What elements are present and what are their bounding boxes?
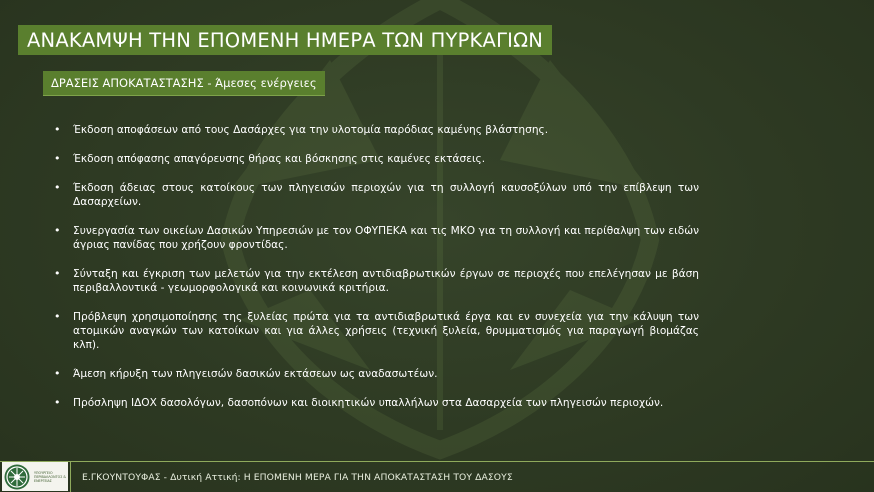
footer-caption: Ε.ΓΚΟΥΝΤΟΥΦΑΣ - Δυτική Αττική: Η ΕΠΟΜΕΝΗ ΜΕΡΑ ΓΙΑ ΤΗΝ ΑΠΟΚΑΤΑΣΤΑΣΗ ΤΟΥ ΔΑΣΟΥΣ bbox=[82, 472, 513, 483]
list-item bbox=[54, 396, 699, 410]
bullet-text: Συνεργασία των οικείων Δασικών Υπηρεσιών με τον ΟΦΥΠΕΚΑ και τις ΜΚΟ για τη συλλογή και περίθαλψη των ειδών άγριας πανίδας που χρήζουν φροντίδας. bbox=[73, 225, 699, 251]
list-item bbox=[54, 152, 699, 166]
bullet-icon: • bbox=[54, 152, 61, 165]
bullet-icon: • bbox=[54, 267, 61, 280]
bullet-icon: • bbox=[54, 224, 61, 237]
bullet-text: Άμεση κήρυξη των πληγεισών δασικών εκτάσεων ως αναδασωτέων. bbox=[73, 368, 438, 380]
bullet-icon: • bbox=[54, 123, 61, 136]
logo-caption: ΥΠΟΥΡΓΕΙΟ ΠΕΡΙΒΑΛΛΟΝΤΟΣ & ΕΝΕΡΓΕΙΑΣ bbox=[34, 470, 66, 483]
page-title: ΑΝΑΚΑΜΨΗ ΤΗΝ ΕΠΟΜΕΝΗ ΗΜΕΡΑ ΤΩΝ ΠΥΡΚΑΓΙΩΝ bbox=[27, 28, 543, 52]
list-item bbox=[54, 310, 699, 352]
bullet-text: Πρόσληψη ΙΔΟΧ δασολόγων, δασοπόνων και διοικητικών υπαλλήλων στα Δασαρχεία των πληγεισών περιοχών. bbox=[73, 397, 664, 409]
list-item bbox=[54, 267, 699, 295]
subtitle-bar bbox=[43, 71, 325, 96]
title-bar bbox=[18, 25, 552, 55]
list-item bbox=[54, 224, 699, 252]
section-subtitle: ΔΡΑΣΕΙΣ ΑΠΟΚΑΤΑΣΤΑΣΗΣ - Άμεσες ενέργειες bbox=[51, 76, 317, 90]
list-item bbox=[54, 367, 699, 381]
bullet-text: Πρόβλεψη χρησιμοποίησης της ξυλείας πρώτα για τα αντιδιαβρωτικά έργα και εν συνεχεία για την κάλυψη των ατομικών αναγκών των κατοίκων και για άλλες χρήσεις (τεχνική ξυλεία, θρυμματισμός για παραγωγή βιομάζας κλπ). bbox=[73, 311, 699, 351]
bullet-list bbox=[54, 123, 699, 425]
bullet-icon: • bbox=[54, 181, 61, 194]
bullet-icon: • bbox=[54, 396, 61, 409]
list-item bbox=[54, 181, 699, 209]
ministry-logo bbox=[2, 462, 68, 491]
list-item bbox=[54, 123, 699, 137]
bullet-text: Έκδοση άδειας στους κατοίκους των πληγεισών περιοχών για τη συλλογή καυσοξύλων υπό την επίβλεψη των Δασαρχείων. bbox=[73, 182, 699, 208]
ministry-emblem-icon bbox=[3, 463, 31, 491]
bullet-icon: • bbox=[54, 310, 61, 323]
bullet-icon: • bbox=[54, 367, 61, 380]
footer-divider bbox=[0, 461, 874, 462]
bullet-text: Έκδοση αποφάσεων από τους Δασάρχες για την υλοτομία παρόδιας καμένης βλάστησης. bbox=[73, 124, 549, 136]
footer-separator bbox=[70, 462, 71, 492]
bullet-text: Σύνταξη και έγκριση των μελετών για την εκτέλεση αντιδιαβρωτικών έργων σε περιοχές που επελέγησαν με βάση περιβαλλοντικά - γεωμορφολογικά και κοινωνικά κριτήρια. bbox=[73, 268, 699, 294]
bullet-text: Έκδοση απόφασης απαγόρευσης θήρας και βόσκησης στις καμένες εκτάσεις. bbox=[73, 153, 486, 165]
